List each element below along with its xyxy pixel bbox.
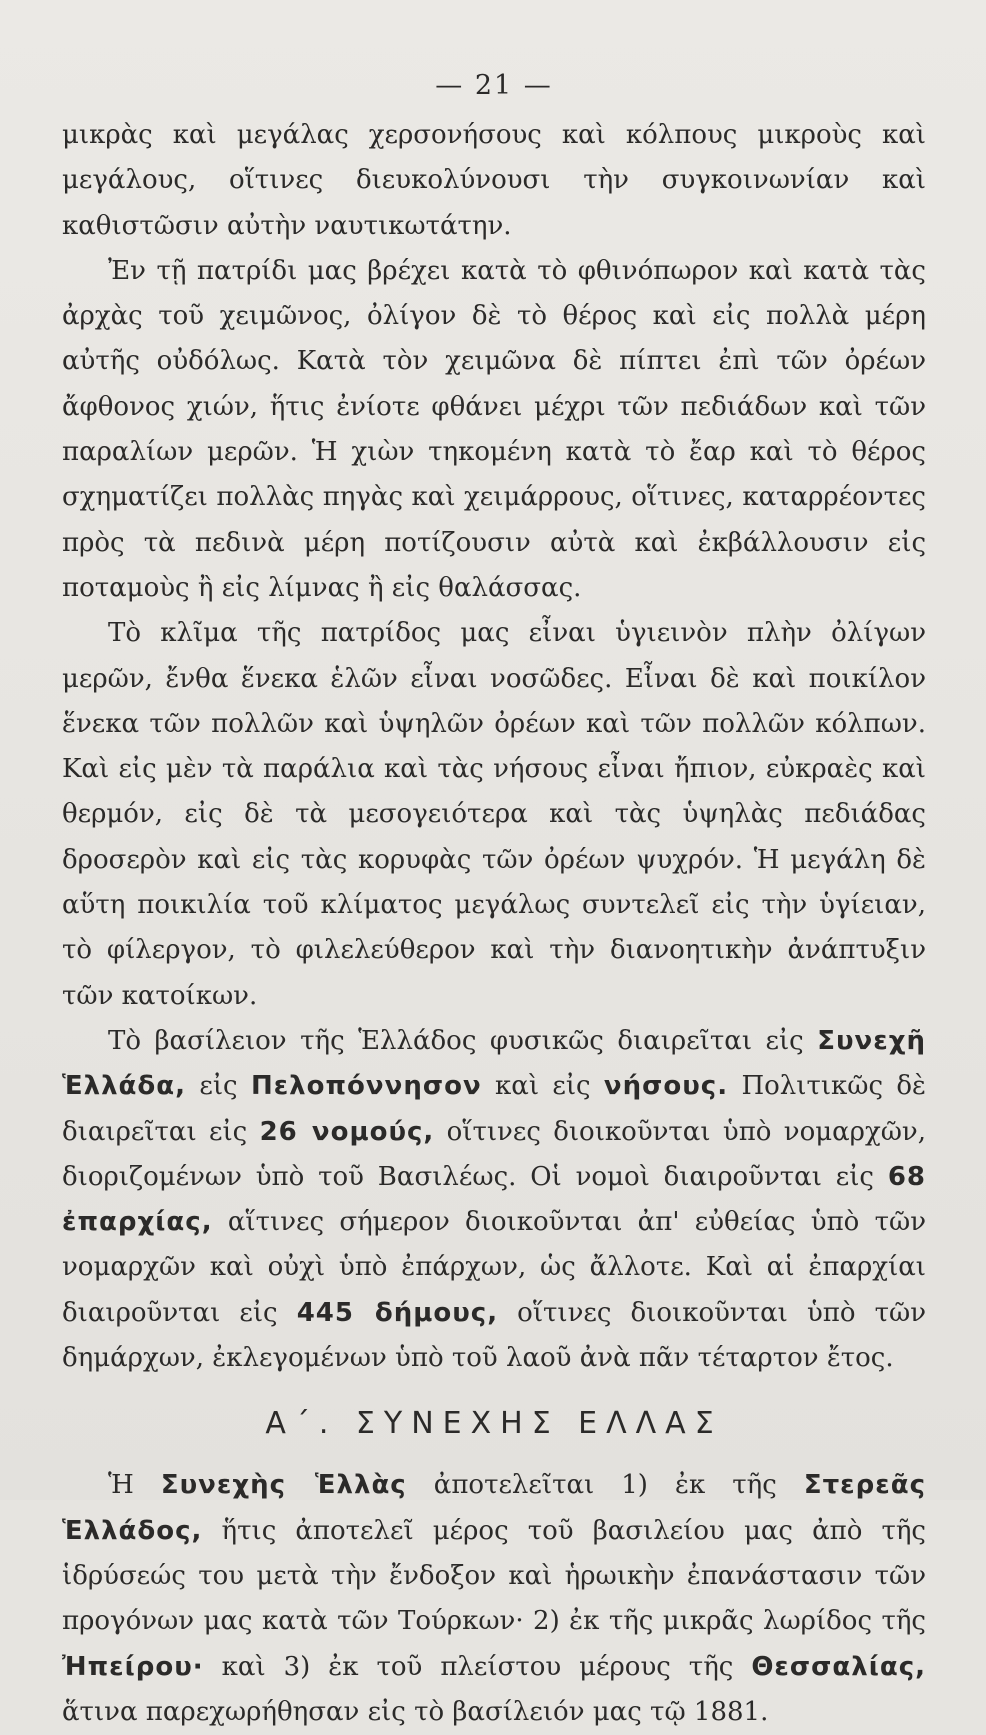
text-run: Ἡ: [108, 1470, 161, 1501]
text-run: καὶ εἰς: [481, 1071, 604, 1102]
bold-term-continental-greece: Συνεχῆ Ἑλλάδα,: [62, 1025, 926, 1102]
paragraph-continental-greece: [62, 1463, 926, 1735]
bold-term-continental-greece: Συνεχὴς Ἑλλὰς: [160, 1470, 407, 1501]
text-run: αἵτινες σήμερον διοικοῦνται ἀπ' εὐθείας ὑπὸ τῶν νομαρχῶν καὶ οὐχὶ ὑπὸ ἐπάρχων, ὡς ἄλλοτε. Καὶ αἱ ἐπαρχίαι διαιροῦνται εἰς: [62, 1207, 926, 1328]
text-run: οἵτινες διοικοῦνται ὑπὸ τῶν δημάρχων, ἐκλεγομένων ὑπὸ τοῦ λαοῦ ἀνὰ πᾶν τέταρτον ἔτος.: [62, 1297, 926, 1374]
paragraph-peninsulas: μικρὰς καὶ μεγάλας χερσονήσους καὶ κόλπους μικροὺς καὶ μεγάλους, οἵτινες διευκολύνουσι τὴν συγκοινωνίαν καὶ καθιστῶσιν αὐτὴν ναυτικωτάτην.: [62, 120, 926, 241]
text-run: Τὸ βασίλειον τῆς Ἑλλάδος φυσικῶς διαιρεῖται εἰς: [108, 1025, 818, 1056]
paragraph-divisions: [62, 1019, 926, 1381]
bold-term-sterea-ellada: Στερεᾶς Ἑλλάδος,: [62, 1470, 927, 1546]
text-run: ἀποτελεῖται 1) ἐκ τῆς: [406, 1470, 804, 1501]
bold-term-epirus: Ἠπείρου·: [62, 1651, 204, 1682]
bold-term-peloponnese: Πελοπόννησον: [250, 1071, 482, 1102]
bold-term-municipalities: 445 δήμους,: [296, 1297, 499, 1328]
bold-term-prefectures: 26 νομούς,: [259, 1116, 435, 1147]
bold-term-provinces: 68 ἐπαρχίας,: [62, 1161, 926, 1238]
bold-term-islands: νήσους.: [603, 1071, 729, 1102]
text-run: Πολιτικῶς δὲ διαιρεῖται εἰς: [62, 1071, 926, 1147]
bold-term-thessaly: Θεσσαλίας,: [751, 1651, 926, 1682]
page-number: — 21 —: [435, 70, 553, 101]
paragraph-rain-snow: Ἐν τῇ πατρίδι μας βρέχει κατὰ τὸ φθινόπωρον καὶ κατὰ τὰς ἀρχὰς τοῦ χειμῶνος, ὀλίγον δὲ τὸ θέρος καὶ εἰς πολλὰ μέρη αὐτῆς οὐδόλως. Κατὰ τὸν χειμῶνα δὲ πίπτει ἐπὶ τῶν ὀρέων ἄφθονος χιών, ἥτις ἐνίοτε φθάνει μέχρι τῶν πεδιάδων καὶ τῶν παραλίων μερῶν. Ἡ χιὼν τηκομένη κατὰ τὸ ἔαρ καὶ τὸ θέρος σχηματίζει πολλὰς πηγὰς καὶ χειμάρρους, οἵτινες, καταρρέοντες πρὸς τὰ πεδινὰ μέρη ποτίζουσιν αὐτὰ καὶ ἐκβάλλουσιν εἰς ποταμοὺς ἢ εἰς λίμνας ἢ εἰς θαλάσσας.: [62, 255, 926, 603]
text-run: εἰς: [186, 1071, 251, 1102]
text-run: ἅτινα παρεχωρήθησαν εἰς τὸ βασίλειόν μας τῷ 1881.: [62, 1696, 769, 1727]
paragraph-climate: Τὸ κλῖμα τῆς πατρίδος μας εἶναι ὑγιεινὸν πλὴν ὀλίγων μερῶν, ἔνθα ἕνεκα ἑλῶν εἶναι νοσῶδες. Εἶναι δὲ καὶ ποικίλον ἕνεκα τῶν πολλῶν καὶ ὑψηλῶν ὀρέων καὶ τῶν πολλῶν κόλπων. Καὶ εἰς μὲν τὰ παράλια καὶ τὰς νήσους εἶναι ἤπιον, εὐκραὲς καὶ θερμόν, εἰς δὲ τὰ μεσογειότερα καὶ τὰς ὑψηλὰς πεδιάδας δροσερὸν καὶ εἰς τὰς κορυφὰς τῶν ὀρέων ψυχρόν. Ἡ μεγάλη δὲ αὕτη ποικιλία τοῦ κλίματος μεγάλως συντελεῖ εἰς τὴν ὑγίειαν, τὸ φίλεργον, τὸ φιλελεύθερον καὶ τὴν διανοητικὴν ἀνάπτυξιν τῶν κατοίκων.: [62, 618, 926, 1011]
text-run: οἵτινες διοικοῦνται ὑπὸ νομαρχῶν, διοριζομένων ὑπὸ τοῦ Βασιλέως. Οἱ νομοὶ διαιροῦνται εἰς: [62, 1116, 926, 1192]
text-run: ἥτις ἀποτελεῖ μέρος τοῦ βασιλείου μας ἀπὸ τῆς ἱδρύσεώς του μετὰ τὴν ἔνδοξον καὶ ἡρωικὴν ἐπανάστασιν τῶν προγόνων μας κατὰ τῶν Τούρκων· 2) ἐκ τῆς μικρᾶς λωρίδος τῆς: [62, 1515, 926, 1637]
text-run: καὶ 3) ἐκ τοῦ πλείστου μέρους τῆς: [203, 1651, 752, 1682]
section-heading: Α΄. ΣΥΝΕΧΗΣ ΕΛΛΑΣ: [265, 1406, 723, 1442]
